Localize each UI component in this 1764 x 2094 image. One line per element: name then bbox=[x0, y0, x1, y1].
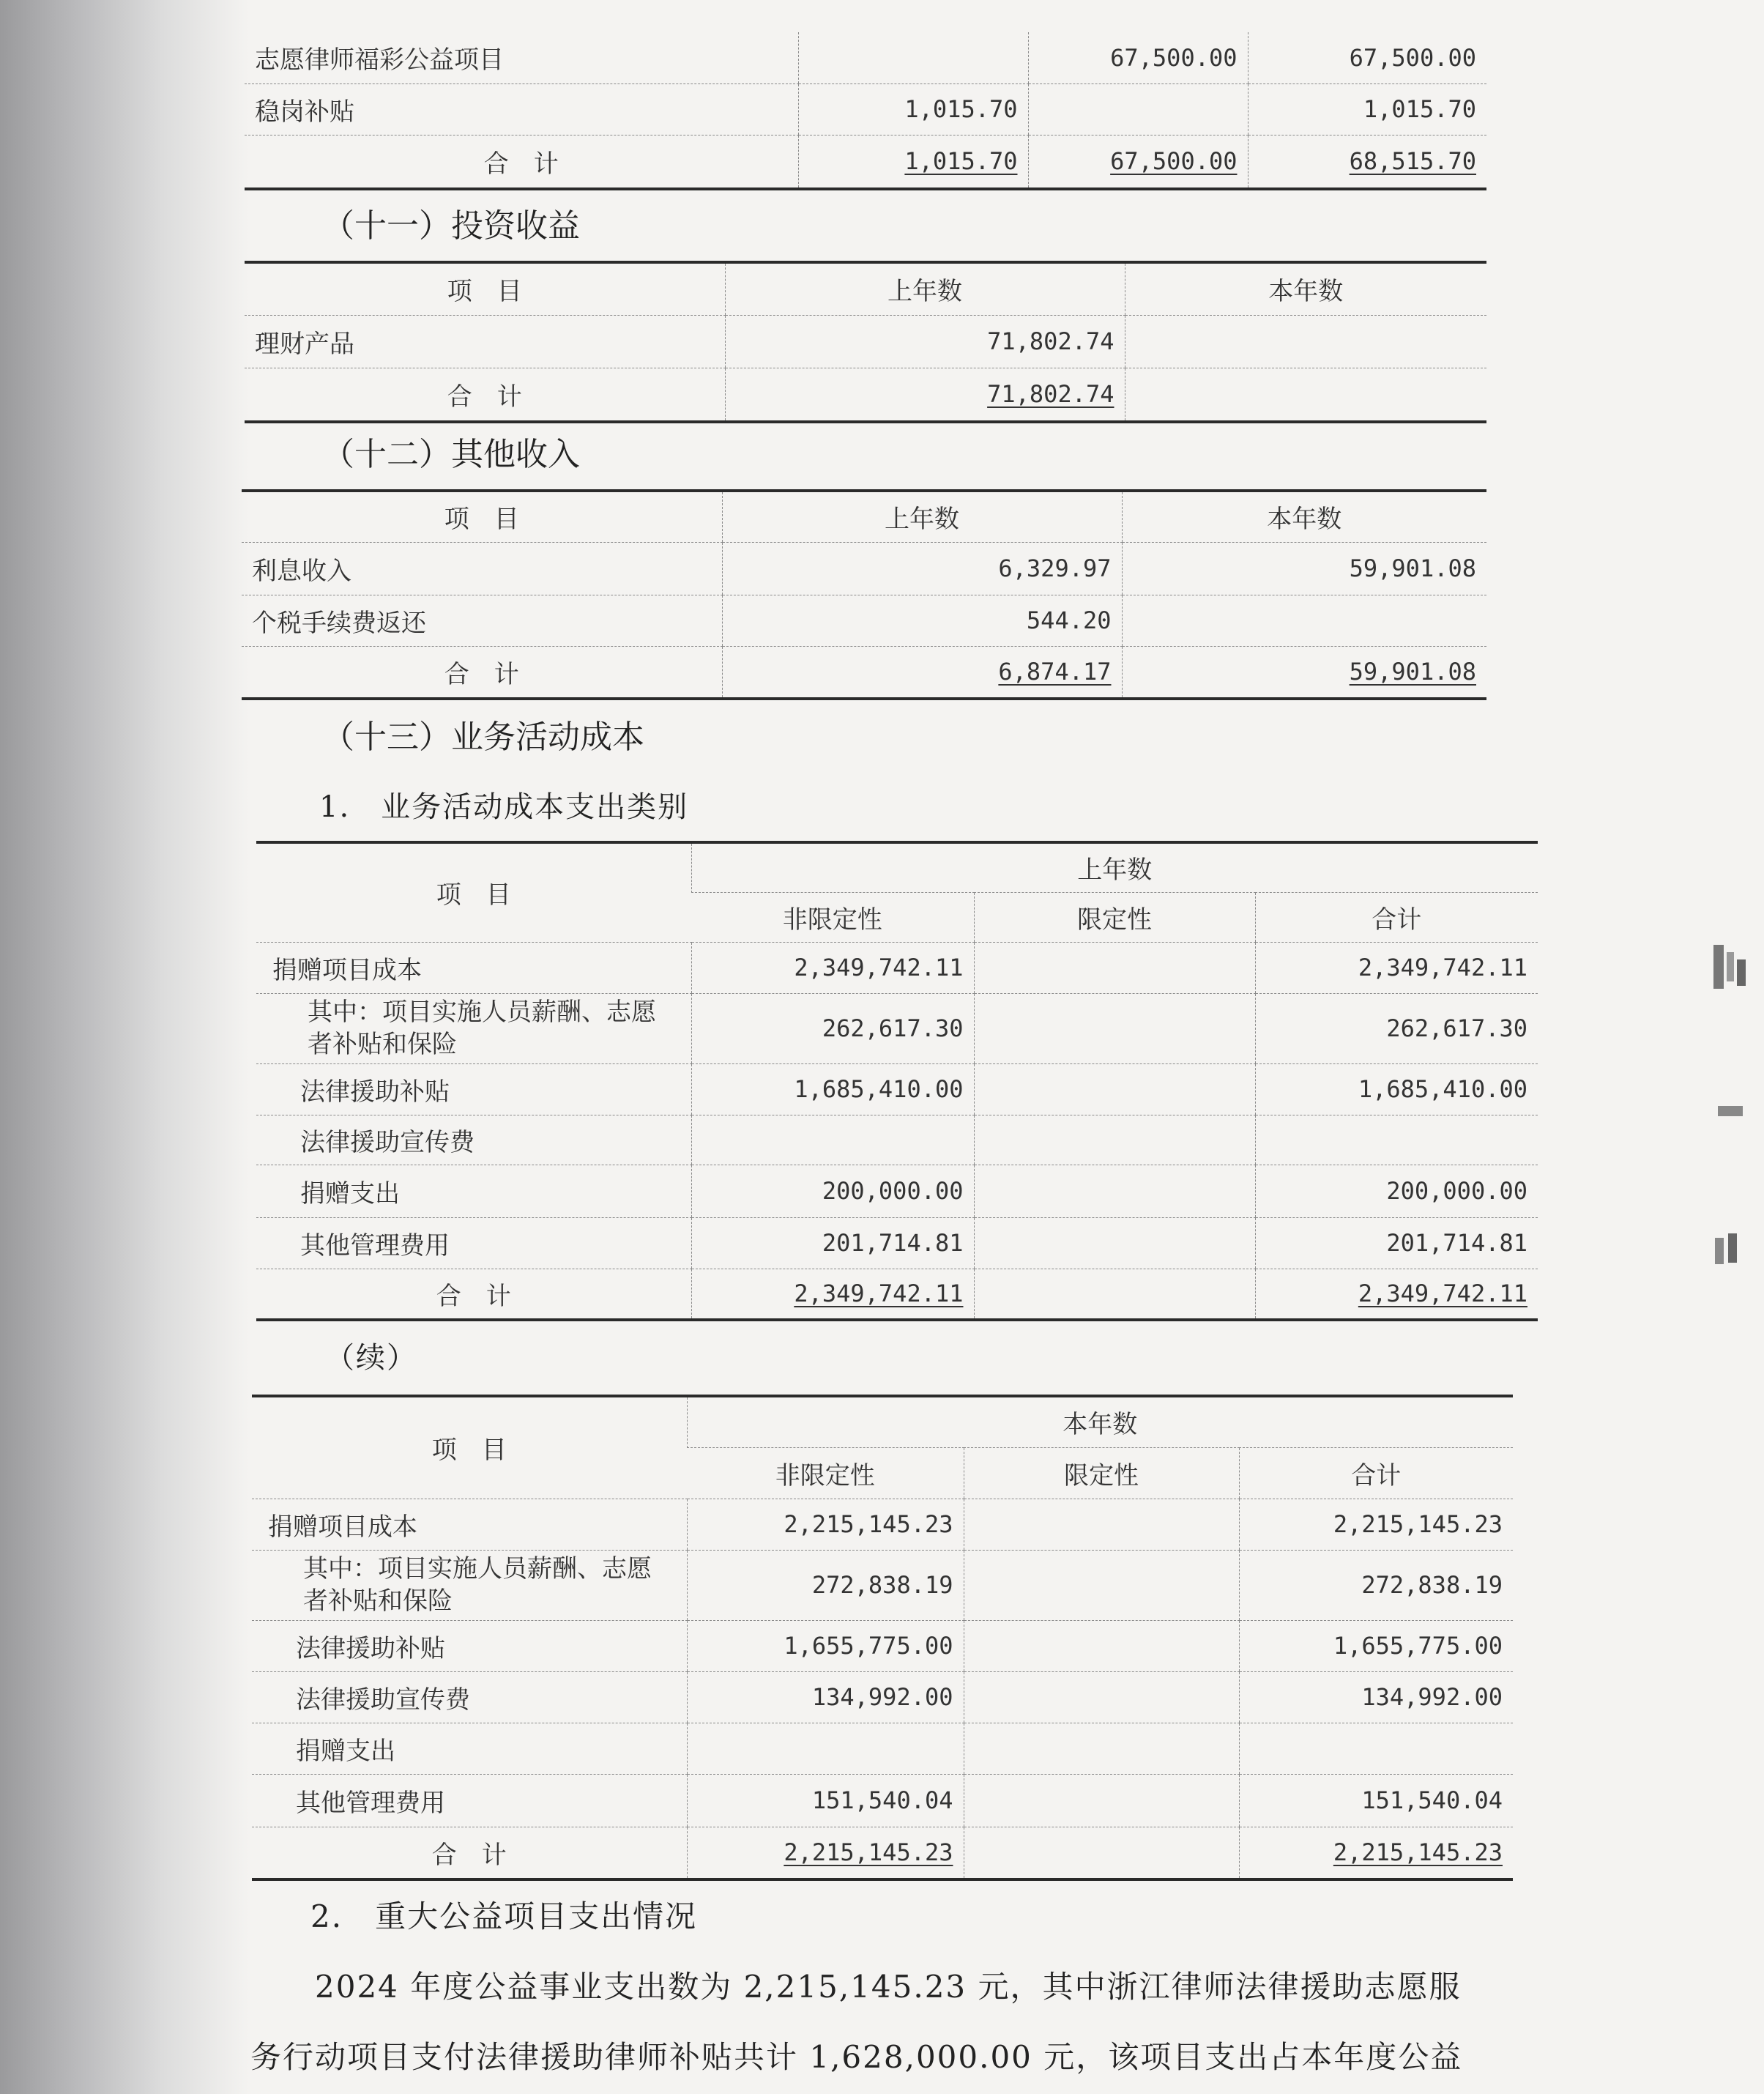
cell bbox=[974, 1115, 1255, 1165]
cell bbox=[1239, 1723, 1513, 1774]
total-label: 合 计 bbox=[245, 368, 725, 422]
cell bbox=[1125, 315, 1486, 368]
table-row bbox=[252, 1723, 1513, 1774]
body-paragraph-line: 2024 年度公益事业支出数为 2,215,145.23 元，其中浙江律师法律援助志愿服 bbox=[315, 1969, 1462, 2005]
header-item: 项 目 bbox=[256, 842, 691, 942]
cell: 1,655,775.00 bbox=[687, 1620, 964, 1671]
activity-cost-prev-table bbox=[256, 841, 1538, 1321]
total-label: 合 计 bbox=[242, 646, 722, 699]
cell: 262,617.30 bbox=[1255, 993, 1538, 1063]
header-col: 合计 bbox=[1239, 1447, 1513, 1499]
table-header-row bbox=[242, 491, 1486, 542]
table-row bbox=[252, 1827, 1513, 1879]
header-this-year: 本年数 bbox=[1125, 262, 1486, 315]
table-row bbox=[245, 315, 1486, 368]
row-label: 法律援助补贴 bbox=[252, 1620, 687, 1671]
row-label: 捐赠项目成本 bbox=[256, 942, 691, 993]
row-label: 其中：项目实施人员薪酬、志愿者补贴和保险 bbox=[256, 993, 691, 1063]
table-row bbox=[245, 32, 1486, 83]
total-label: 合 计 bbox=[256, 1269, 691, 1320]
cell: 2,215,145.23 bbox=[687, 1499, 964, 1550]
table-row bbox=[252, 1671, 1513, 1723]
subsection-title: 2. 重大公益项目支出情况 bbox=[310, 1898, 698, 1934]
cell: 2,349,742.11 bbox=[691, 942, 974, 993]
table-row bbox=[242, 542, 1486, 595]
row-label: 个税手续费返还 bbox=[242, 595, 722, 646]
subsection-title: 1. 业务活动成本支出类别 bbox=[319, 790, 689, 824]
grants-table bbox=[245, 32, 1486, 190]
row-label: 稳岗补贴 bbox=[245, 83, 798, 135]
row-label: 理财产品 bbox=[245, 315, 725, 368]
cell: 151,540.04 bbox=[1239, 1774, 1513, 1827]
total-value: 2,215,145.23 bbox=[1333, 1838, 1503, 1867]
cell bbox=[964, 1774, 1239, 1827]
row-label: 志愿律师福彩公益项目 bbox=[245, 32, 798, 83]
cell: 67,500.00 bbox=[1248, 32, 1486, 83]
total-value: 59,901.08 bbox=[1349, 658, 1476, 686]
header-last-year: 上年数 bbox=[722, 491, 1122, 542]
row-label: 捐赠支出 bbox=[252, 1723, 687, 1774]
table-row bbox=[242, 646, 1486, 699]
table-header-row bbox=[256, 842, 1538, 892]
row-label: 其中：项目实施人员薪酬、志愿者补贴和保险 bbox=[252, 1550, 687, 1620]
header-col: 合计 bbox=[1255, 892, 1538, 942]
table-row bbox=[242, 595, 1486, 646]
header-group: 上年数 bbox=[691, 842, 1538, 892]
scan-edge-artifact bbox=[1699, 930, 1757, 1274]
cell bbox=[1122, 595, 1486, 646]
cell bbox=[964, 1671, 1239, 1723]
header-group: 本年数 bbox=[687, 1396, 1513, 1447]
table-row bbox=[256, 1269, 1538, 1320]
row-label: 捐赠支出 bbox=[256, 1165, 691, 1217]
cell bbox=[687, 1723, 964, 1774]
cell bbox=[974, 1165, 1255, 1217]
row-label: 法律援助补贴 bbox=[256, 1063, 691, 1115]
row-label: 捐赠项目成本 bbox=[252, 1499, 687, 1550]
cell bbox=[964, 1620, 1239, 1671]
cell: 1,655,775.00 bbox=[1239, 1620, 1513, 1671]
row-label: 其他管理费用 bbox=[252, 1774, 687, 1827]
table-row bbox=[252, 1499, 1513, 1550]
cell bbox=[974, 942, 1255, 993]
table-row bbox=[245, 368, 1486, 422]
section-title: （十三）业务活动成本 bbox=[322, 719, 644, 756]
row-label: 法律援助宣传费 bbox=[256, 1115, 691, 1165]
cell: 262,617.30 bbox=[691, 993, 974, 1063]
cell: 151,540.04 bbox=[687, 1774, 964, 1827]
cell bbox=[974, 993, 1255, 1063]
cell: 2,215,145.23 bbox=[1239, 1499, 1513, 1550]
table-header-row bbox=[252, 1396, 1513, 1447]
table-row bbox=[256, 1115, 1538, 1165]
cell bbox=[1255, 1115, 1538, 1165]
cell: 200,000.00 bbox=[1255, 1165, 1538, 1217]
cell: 134,992.00 bbox=[687, 1671, 964, 1723]
header-item: 项 目 bbox=[252, 1396, 687, 1499]
cell: 200,000.00 bbox=[691, 1165, 974, 1217]
cell: 1,015.70 bbox=[798, 83, 1028, 135]
cell bbox=[691, 1115, 974, 1165]
cell: 1,015.70 bbox=[1248, 83, 1486, 135]
other-income-table bbox=[242, 489, 1486, 700]
cell: 544.20 bbox=[722, 595, 1122, 646]
body-paragraph-line: 务行动项目支付法律援助律师补贴共计 1,628,000.00 元，该项目支出占本年度公益 bbox=[250, 2039, 1463, 2075]
table-row bbox=[252, 1774, 1513, 1827]
table-row bbox=[256, 1165, 1538, 1217]
cell: 134,992.00 bbox=[1239, 1671, 1513, 1723]
cell bbox=[974, 1217, 1255, 1269]
table-row bbox=[256, 942, 1538, 993]
cell: 201,714.81 bbox=[691, 1217, 974, 1269]
header-col: 非限定性 bbox=[687, 1447, 964, 1499]
cell: 71,802.74 bbox=[725, 315, 1125, 368]
total-value: 2,349,742.11 bbox=[1358, 1280, 1527, 1308]
row-label: 利息收入 bbox=[242, 542, 722, 595]
total-value: 68,515.70 bbox=[1349, 147, 1476, 176]
total-label: 合 计 bbox=[252, 1827, 687, 1879]
cell bbox=[798, 32, 1028, 83]
row-label: 法律援助宣传费 bbox=[252, 1671, 687, 1723]
table-header-row bbox=[245, 262, 1486, 315]
row-label: 其他管理费用 bbox=[256, 1217, 691, 1269]
header-col: 限定性 bbox=[974, 892, 1255, 942]
table-row bbox=[252, 1550, 1513, 1620]
total-value: 2,215,145.23 bbox=[784, 1838, 953, 1867]
cell bbox=[964, 1723, 1239, 1774]
cell bbox=[964, 1499, 1239, 1550]
table-row bbox=[256, 1063, 1538, 1115]
cell bbox=[1028, 83, 1248, 135]
cell bbox=[964, 1550, 1239, 1620]
cell bbox=[974, 1063, 1255, 1115]
header-item: 项 目 bbox=[245, 262, 725, 315]
total-value: 67,500.00 bbox=[1110, 147, 1238, 176]
header-this-year: 本年数 bbox=[1122, 491, 1486, 542]
activity-cost-curr-table bbox=[252, 1395, 1513, 1881]
cell: 59,901.08 bbox=[1122, 542, 1486, 595]
header-item: 项 目 bbox=[242, 491, 722, 542]
cell: 6,329.97 bbox=[722, 542, 1122, 595]
table-row bbox=[245, 83, 1486, 135]
header-col: 非限定性 bbox=[691, 892, 974, 942]
table-row bbox=[245, 135, 1486, 189]
cell: 2,349,742.11 bbox=[1255, 942, 1538, 993]
total-label: 合 计 bbox=[245, 135, 798, 189]
header-last-year: 上年数 bbox=[725, 262, 1125, 315]
investment-income-table bbox=[245, 261, 1486, 423]
cell: 201,714.81 bbox=[1255, 1217, 1538, 1269]
cell: 272,838.19 bbox=[1239, 1550, 1513, 1620]
cell: 67,500.00 bbox=[1028, 32, 1248, 83]
table-row bbox=[252, 1620, 1513, 1671]
table-row bbox=[256, 993, 1538, 1063]
continued-label: （续） bbox=[325, 1341, 417, 1375]
table-row bbox=[256, 1217, 1538, 1269]
cell: 272,838.19 bbox=[687, 1550, 964, 1620]
total-value: 1,015.70 bbox=[904, 147, 1018, 176]
total-value: 6,874.17 bbox=[998, 658, 1112, 686]
cell: 1,685,410.00 bbox=[691, 1063, 974, 1115]
cell: 1,685,410.00 bbox=[1255, 1063, 1538, 1115]
total-value: 2,349,742.11 bbox=[794, 1280, 964, 1308]
header-col: 限定性 bbox=[964, 1447, 1239, 1499]
page-shadow bbox=[0, 0, 249, 2094]
section-title: （十二）其他收入 bbox=[322, 436, 580, 473]
section-title: （十一）投资收益 bbox=[322, 207, 580, 245]
total-value: 71,802.74 bbox=[987, 380, 1114, 409]
